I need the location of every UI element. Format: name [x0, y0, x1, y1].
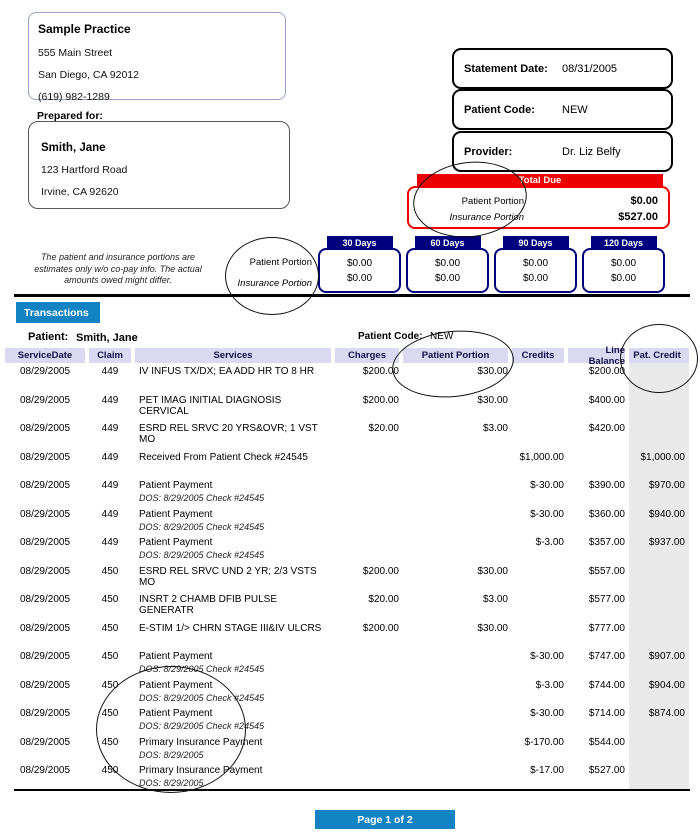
cell-patient-portion: $30.00: [477, 565, 508, 577]
patient-code-box: [452, 89, 673, 130]
cell-charges: $20.00: [368, 594, 399, 605]
cell-service-date: 08/29/2005: [19, 622, 71, 634]
cell-claim: 450: [101, 565, 119, 577]
practice-address-line2: San Diego, CA 92012: [38, 69, 139, 81]
aging-disclaimer: The patient and insurance portions are estimates only w/o co-pay info. The actual amounts owed might differ.: [34, 252, 202, 285]
cell-charges: [335, 449, 399, 478]
cell-services: [135, 563, 331, 592]
cell-line-balance: $714.00: [588, 708, 625, 719]
cell-service-date: 08/29/2005: [19, 423, 71, 434]
cell-patient-portion: [403, 477, 508, 506]
cell-charges: $200.00: [362, 565, 399, 577]
cell-charges: [335, 477, 399, 506]
aging-bucket-insurance-value: $0.00: [346, 272, 373, 284]
cell-line-balance: $744.00: [588, 679, 625, 691]
cell-charges: $20.00: [368, 423, 399, 434]
cell-services: [135, 506, 331, 535]
cell-service-detail: DOS: 8/29/2005 Check #24545: [139, 521, 265, 532]
cell-claim: 450: [101, 651, 119, 662]
cell-credits: [512, 563, 564, 592]
cell-service-date: 08/29/2005: [19, 765, 71, 776]
table-bottom-divider: [14, 789, 690, 791]
cell-charges: [335, 534, 399, 563]
cell-patient-portion: [403, 762, 508, 791]
cell-service-text: IV INFUS TX/DX; EA ADD HR TO 8 HR: [139, 366, 315, 377]
cell-credits: $1,000.00: [519, 451, 564, 463]
table-row[interactable]: [5, 563, 695, 592]
aging-bucket-insurance-value: $0.00: [610, 272, 637, 284]
cell-services: [135, 363, 331, 392]
column-header: Claim: [89, 348, 131, 363]
patient-line-name: Smith, Jane: [76, 332, 138, 344]
cell-credits: [512, 363, 564, 392]
cell-service-detail: DOS: 8/29/2005 Check #24545: [139, 721, 265, 731]
cell-claim: 449: [101, 394, 119, 406]
annotation-ellipse-aging-portions: [225, 237, 319, 315]
patient-name: Smith, Jane: [41, 142, 106, 154]
column-header: Credits: [512, 348, 564, 363]
aging-bucket-patient-value: $0.00: [610, 257, 637, 269]
cell-patient-portion: [403, 449, 508, 478]
aging-bucket-header: 120 Days: [591, 236, 657, 249]
cell-patient-portion: $30.00: [477, 394, 508, 406]
cell-line-balance: $544.00: [588, 736, 625, 748]
cell-service-text: Primary Insurance Payment: [139, 736, 263, 748]
cell-line-balance: $357.00: [588, 537, 625, 548]
aging-bucket-insurance-value: $0.00: [522, 272, 549, 284]
column-header: Charges: [335, 348, 399, 363]
cell-charges: [335, 506, 399, 535]
cell-service-detail: DOS: 8/29/2005 Check #24545: [139, 550, 265, 560]
page-indicator-button[interactable]: Page 1 of 2: [315, 810, 455, 829]
cell-line-balance: $557.00: [588, 565, 625, 577]
cell-service-date: 08/29/2005: [19, 594, 71, 605]
cell-charges: $200.00: [362, 366, 399, 377]
aging-bucket-patient-value: $0.00: [346, 257, 373, 269]
cell-service-date: 08/29/2005: [19, 565, 71, 577]
practice-name: Sample Practice: [38, 22, 131, 36]
cell-service-detail: DOS: 8/29/2005: [139, 778, 204, 788]
cell-service-detail: DOS: 8/29/2005: [139, 749, 204, 760]
cell-claim: 449: [101, 366, 119, 377]
cell-service-text: INSRT 2 CHAMB DFIB PULSE GENERATR: [139, 594, 277, 616]
total-due-insurance-portion-label: Insurance Portion: [449, 211, 524, 223]
cell-patient-portion: $30.00: [477, 366, 508, 377]
cell-service-date: 08/29/2005: [19, 366, 71, 377]
cell-claim: 450: [101, 679, 119, 691]
cell-patient-portion: [403, 705, 508, 734]
cell-credits: $-3.00: [535, 537, 564, 548]
aging-buckets: [318, 236, 678, 296]
cell-patient-portion: [403, 534, 508, 563]
cell-claim: 450: [101, 736, 119, 748]
cell-services: [135, 534, 331, 563]
statement-date-box: [452, 48, 673, 89]
cell-service-text: Patient Payment: [139, 537, 213, 548]
practice-info-box: [28, 12, 286, 103]
cell-charges: [335, 677, 399, 706]
cell-service-date: 08/29/2005: [19, 394, 71, 406]
aging-bucket-box: [318, 248, 401, 293]
cell-service-date: 08/29/2005: [19, 508, 71, 520]
cell-patient-portion: $3.00: [482, 423, 508, 434]
cell-pat-credit: [629, 420, 689, 449]
cell-pat-credit: [629, 563, 689, 592]
total-due-patient-portion-label: Patient Portion: [461, 195, 524, 207]
cell-credits: $-30.00: [530, 480, 564, 491]
aging-insurance-portion-label: Insurance Portion: [237, 278, 312, 289]
table-row[interactable]: [5, 591, 695, 620]
cell-claim: 450: [101, 594, 119, 605]
cell-services: [135, 591, 331, 620]
annotation-ellipse-payment-rows: [96, 666, 246, 793]
cell-service-detail: DOS: 8/29/2005 Check #24545: [139, 664, 265, 674]
prepared-for-label: Prepared for:: [37, 110, 103, 122]
cell-credits: $-30.00: [530, 708, 564, 719]
provider-label: Provider:: [464, 145, 513, 158]
cell-service-text: Received From Patient Check #24545: [139, 451, 308, 463]
cell-credits: [512, 392, 564, 421]
aging-bucket: [318, 236, 401, 296]
section-divider: [14, 294, 690, 297]
cell-service-text: E-STIM 1/> CHRN STAGE III&IV ULCRS: [139, 622, 322, 634]
cell-claim: 450: [101, 708, 119, 719]
cell-pat-credit: $904.00: [629, 677, 689, 706]
cell-credits: $-170.00: [524, 736, 564, 748]
cell-pat-credit: $940.00: [629, 506, 689, 535]
cell-credits: [512, 420, 564, 449]
column-header: Line Balance: [568, 348, 625, 363]
cell-line-balance: $577.00: [588, 594, 625, 605]
cell-service-date: 08/29/2005: [19, 651, 71, 662]
cell-services: [135, 477, 331, 506]
cell-line-balance: $400.00: [588, 394, 625, 406]
table-row[interactable]: [5, 762, 695, 791]
table-row[interactable]: [5, 449, 695, 478]
cell-pat-credit: $970.00: [629, 477, 689, 506]
cell-line-balance: $200.00: [588, 366, 625, 377]
patient-address-line1: 123 Hartford Road: [41, 164, 128, 176]
aging-bucket-header: 90 Days: [503, 236, 569, 249]
cell-claim: 449: [101, 423, 119, 434]
patient-code-inline-label: Patient Code:: [358, 331, 423, 342]
cell-credits: $-17.00: [530, 765, 564, 776]
cell-claim: 449: [101, 537, 119, 548]
table-header-row: [5, 344, 695, 367]
cell-patient-portion: [403, 648, 508, 677]
cell-service-text: ESRD REL SRVC 20 YRS&OVR; 1 VST MO: [139, 423, 318, 445]
cell-charges: $200.00: [362, 394, 399, 406]
table-row[interactable]: [5, 648, 695, 677]
total-due-insurance-portion-value: $527.00: [618, 211, 658, 223]
cell-claim: 449: [101, 508, 119, 520]
cell-service-detail: DOS: 8/29/2005 Check #24545: [139, 692, 265, 703]
cell-line-balance: $747.00: [588, 651, 625, 662]
table-row[interactable]: [5, 620, 695, 649]
statement-date-label: Statement Date:: [464, 62, 548, 75]
cell-pat-credit: $1,000.00: [629, 449, 689, 478]
aging-bucket-header: 60 Days: [415, 236, 481, 249]
patient-code-label: Patient Code:: [464, 103, 535, 116]
patient-line-label: Patient:: [28, 331, 69, 343]
cell-line-balance: $527.00: [588, 765, 625, 776]
aging-patient-portion-label: Patient Portion: [249, 257, 312, 268]
aging-bucket-patient-value: $0.00: [522, 257, 549, 269]
cell-service-text: Patient Payment: [139, 508, 213, 520]
cell-line-balance: $420.00: [588, 423, 625, 434]
column-header: ServiceDate: [5, 348, 85, 363]
cell-pat-credit: $937.00: [629, 534, 689, 563]
cell-claim: 449: [101, 480, 119, 491]
cell-claim: 450: [101, 765, 119, 776]
cell-service-date: 08/29/2005: [19, 708, 71, 719]
cell-service-text: Primary Insurance Payment: [139, 765, 263, 776]
aging-bucket-box: [494, 248, 577, 293]
total-due-header: Total Due: [417, 174, 663, 187]
aging-bucket-box: [582, 248, 665, 293]
cell-pat-credit: [629, 392, 689, 421]
cell-pat-credit: [629, 734, 689, 763]
aging-bucket: [406, 236, 489, 296]
cell-service-text: PET IMAG INITIAL DIAGNOSIS CERVICAL: [139, 394, 282, 417]
cell-pat-credit: $907.00: [629, 648, 689, 677]
cell-claim: 450: [101, 622, 119, 634]
patient-code-inline-value: NEW: [430, 331, 454, 342]
cell-service-date: 08/29/2005: [19, 736, 71, 748]
cell-pat-credit: [629, 591, 689, 620]
patient-code-value: NEW: [562, 103, 588, 116]
cell-patient-portion: [403, 506, 508, 535]
annotation-ellipse-pat-credit-column: [620, 324, 698, 393]
cell-charges: $200.00: [362, 622, 399, 634]
cell-service-date: 08/29/2005: [19, 537, 71, 548]
cell-credits: $-30.00: [530, 651, 564, 662]
cell-credits: [512, 591, 564, 620]
cell-pat-credit: [629, 762, 689, 791]
table-row[interactable]: [5, 392, 695, 421]
cell-pat-credit: $874.00: [629, 705, 689, 734]
transactions-tab[interactable]: Transactions: [16, 302, 100, 323]
patient-address-line2: Irvine, CA 92620: [41, 186, 119, 198]
cell-service-date: 08/29/2005: [19, 679, 71, 691]
cell-charges: [335, 762, 399, 791]
cell-line-balance: $360.00: [588, 508, 625, 520]
cell-pat-credit: [629, 620, 689, 649]
aging-bucket-header: 30 Days: [327, 236, 393, 249]
cell-line-balance: $777.00: [588, 622, 625, 634]
cell-service-date: 08/29/2005: [19, 451, 71, 463]
column-header: Patient Portion: [403, 348, 508, 363]
cell-service-detail: DOS: 8/29/2005 Check #24545: [139, 493, 265, 503]
cell-services: [135, 620, 331, 649]
cell-credits: [512, 620, 564, 649]
cell-line-balance: [568, 449, 625, 478]
cell-services: [135, 420, 331, 449]
cell-credits: $-30.00: [530, 508, 564, 520]
cell-patient-portion: [403, 734, 508, 763]
table-row[interactable]: [5, 420, 695, 449]
cell-charges: [335, 648, 399, 677]
cell-services: [135, 449, 331, 478]
cell-service-text: Patient Payment: [139, 679, 213, 691]
table-row[interactable]: [5, 477, 695, 506]
aging-bucket-insurance-value: $0.00: [434, 272, 461, 284]
statement-date-value: 08/31/2005: [562, 62, 618, 75]
column-header: Pat. Credit: [629, 348, 689, 363]
cell-charges: [335, 705, 399, 734]
provider-value: Dr. Liz Belfy: [562, 145, 621, 158]
cell-charges: [335, 734, 399, 763]
cell-service-date: 08/29/2005: [19, 480, 71, 491]
cell-service-text: Patient Payment: [139, 708, 213, 719]
cell-patient-portion: $3.00: [482, 594, 508, 605]
cell-credits: $-3.00: [535, 679, 564, 691]
cell-service-text: Patient Payment: [139, 651, 213, 662]
practice-address-line1: 555 Main Street: [38, 47, 113, 59]
aging-bucket-box: [406, 248, 489, 293]
column-header: Services: [135, 348, 331, 363]
table-row[interactable]: [5, 534, 695, 563]
cell-services: [135, 392, 331, 421]
cell-line-balance: $390.00: [588, 480, 625, 491]
cell-service-text: Patient Payment: [139, 480, 213, 491]
aging-bucket: [582, 236, 665, 296]
table-row[interactable]: [5, 363, 695, 392]
total-due-patient-portion-value: $0.00: [630, 195, 658, 207]
cell-service-text: ESRD REL SRVC UND 2 YR; 2/3 VSTS MO: [139, 565, 317, 588]
cell-claim: 449: [101, 451, 119, 463]
practice-phone: (619) 982-1289: [38, 91, 110, 103]
table-row[interactable]: [5, 506, 695, 535]
aging-bucket: [494, 236, 577, 296]
cell-patient-portion: $30.00: [477, 622, 508, 634]
patient-address-box: [28, 121, 290, 209]
aging-bucket-patient-value: $0.00: [434, 257, 461, 269]
cell-patient-portion: [403, 677, 508, 706]
